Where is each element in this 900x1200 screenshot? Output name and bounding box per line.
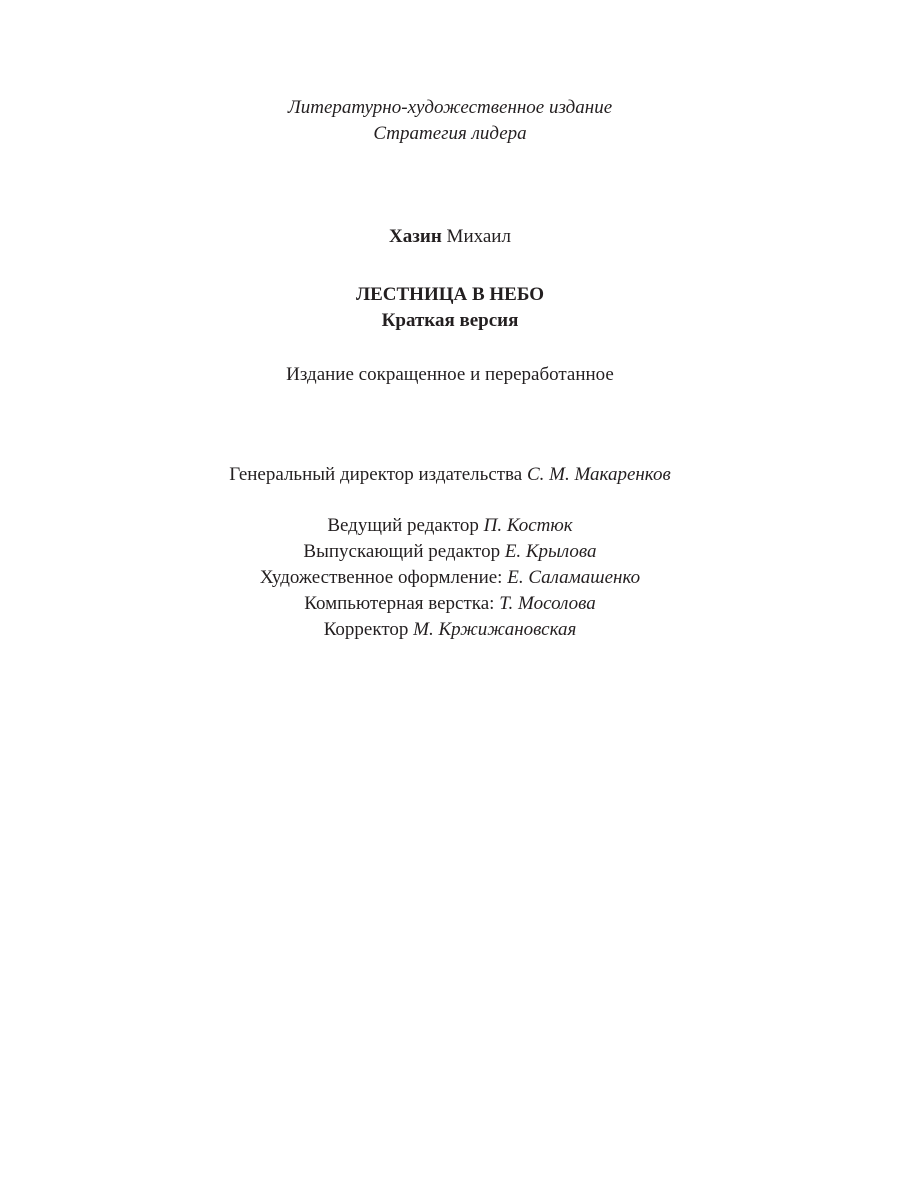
author-line [0, 224, 900, 250]
credit-role: Корректор [323, 619, 409, 640]
credit-person: Е. Крылова [504, 541, 597, 562]
credit-line [0, 617, 900, 643]
edition-note-block [0, 362, 900, 388]
director-block [0, 462, 900, 488]
credit-role: Выпускающий редактор [303, 541, 501, 562]
credit-line [0, 513, 900, 539]
book-title: ЛЕСТНИЦА В НЕБО [355, 284, 545, 305]
credit-line [0, 565, 900, 591]
credit-person: Е. Саламашенко [507, 567, 641, 588]
publication-type: Литературно-художественное издание [287, 97, 613, 118]
credit-role: Генеральный директор издательства [229, 464, 523, 485]
edition-note: Издание сокращенное и переработанное [286, 364, 614, 385]
book-subtitle: Краткая версия [381, 310, 519, 331]
author-name: Михаил [446, 226, 511, 247]
credit-person: П. Костюк [483, 515, 573, 536]
series-block [0, 95, 900, 147]
series-name: Стратегия лидера [373, 123, 527, 144]
credit-line-director [0, 462, 900, 488]
credit-line [0, 591, 900, 617]
credit-person: Т. Мосолова [499, 593, 596, 614]
credit-role: Художественное оформление: [259, 567, 503, 588]
credit-person: С. М. Макаренков [526, 464, 671, 485]
credit-person: М. Кржижановская [413, 619, 577, 640]
author-surname: Хазин [389, 226, 442, 247]
credit-role: Компьютерная верстка: [304, 593, 495, 614]
credits-block [0, 513, 900, 643]
title-block [0, 282, 900, 334]
credit-role: Ведущий редактор [327, 515, 479, 536]
credit-line [0, 539, 900, 565]
